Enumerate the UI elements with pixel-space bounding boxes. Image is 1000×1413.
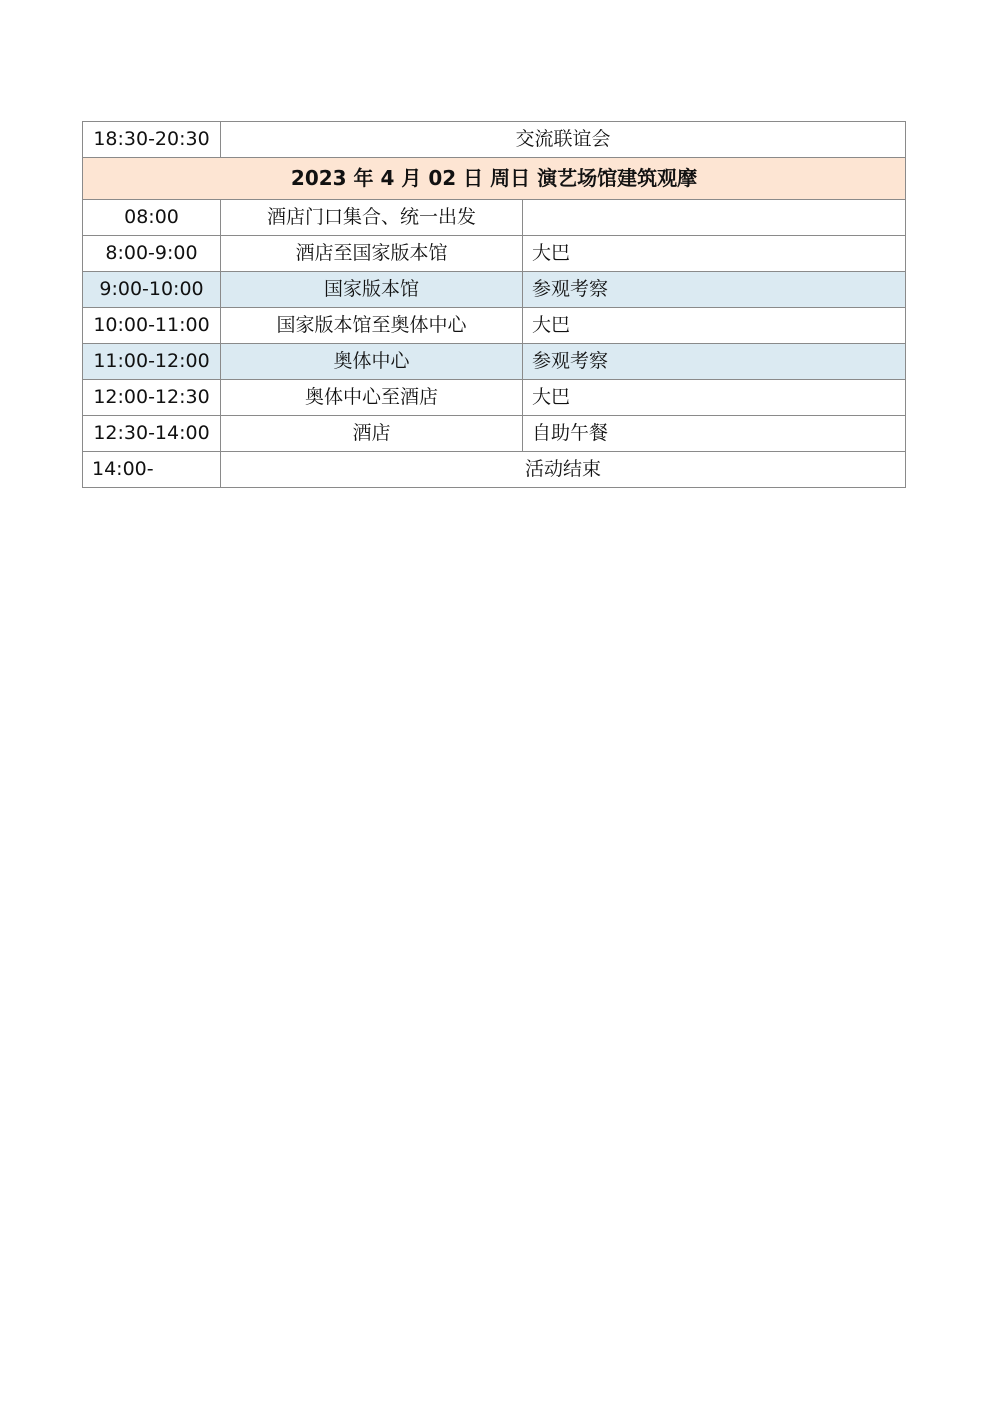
time-cell: 8:00-9:00 [83, 236, 221, 272]
time-cell: 12:00-12:30 [83, 380, 221, 416]
time-cell: 12:30-14:00 [83, 416, 221, 452]
place-cell: 国家版本馆 [221, 272, 523, 308]
event-cell: 交流联谊会 [221, 122, 906, 158]
event-cell: 活动结束 [221, 452, 906, 488]
schedule-table [82, 121, 906, 488]
time-cell: 18:30-20:30 [83, 122, 221, 158]
table-row [83, 272, 906, 308]
time-cell: 14:00- [83, 452, 221, 488]
place-cell: 酒店至国家版本馆 [221, 236, 523, 272]
place-cell: 国家版本馆至奥体中心 [221, 308, 523, 344]
day-header-row [83, 158, 906, 200]
time-cell: 10:00-11:00 [83, 308, 221, 344]
note-cell: 自助午餐 [523, 416, 906, 452]
table-row [83, 236, 906, 272]
table-row [83, 416, 906, 452]
place-cell: 奥体中心至酒店 [221, 380, 523, 416]
note-cell: 大巴 [523, 380, 906, 416]
place-cell: 奥体中心 [221, 344, 523, 380]
note-cell: 大巴 [523, 308, 906, 344]
time-cell: 11:00-12:00 [83, 344, 221, 380]
table-row [83, 344, 906, 380]
time-cell: 9:00-10:00 [83, 272, 221, 308]
table-row [83, 380, 906, 416]
table-row [83, 200, 906, 236]
table-row [83, 122, 906, 158]
note-cell: 大巴 [523, 236, 906, 272]
note-cell: 参观考察 [523, 272, 906, 308]
note-cell [523, 200, 906, 236]
table-row [83, 452, 906, 488]
day-header: 2023 年 4 月 02 日 周日 演艺场馆建筑观摩 [83, 158, 906, 200]
note-cell: 参观考察 [523, 344, 906, 380]
place-cell: 酒店 [221, 416, 523, 452]
time-cell: 08:00 [83, 200, 221, 236]
table-row [83, 308, 906, 344]
place-cell: 酒店门口集合、统一出发 [221, 200, 523, 236]
